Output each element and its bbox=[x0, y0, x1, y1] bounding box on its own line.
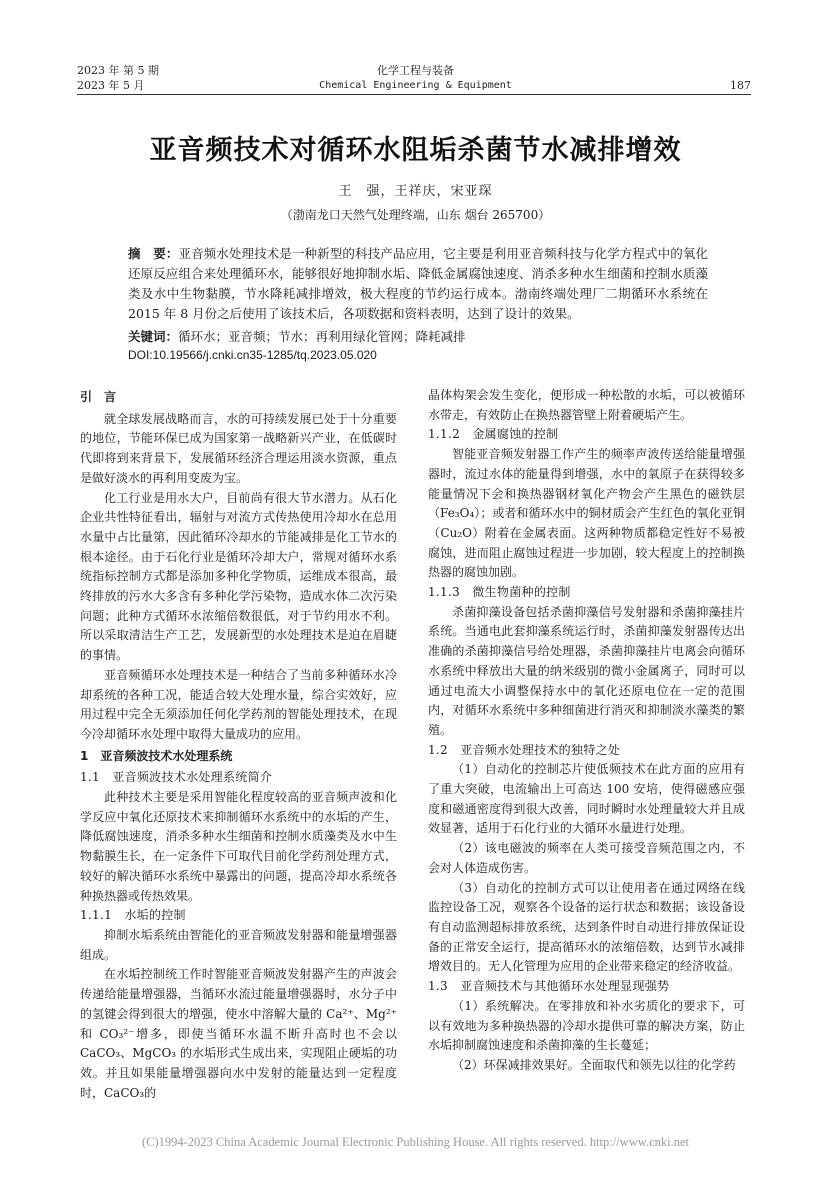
abstract-text: 亚音频水处理技术是一种新型的科技产品应用，它主要是利用亚音频科技与化学方程式中的氧化还原反应组合来处理循环水，能够很好地抑制水垢、降低金属腐蚀速度、消杀多种水生细菌和控制水质藻类及水中生物黏膜，节水降耗减排增效，极大程度的节约运行成本。渤南终端处理厂二期循环水系统在 2015 年 8 月份之后使用了该技术后，各项数据和资料表明，达到了设计的效果。 bbox=[128, 246, 708, 321]
paragraph: （2）该电磁波的频率在人类可接受音频范围之内，不会对人体造成伤害。 bbox=[428, 841, 745, 875]
paragraph: 杀菌抑藻设备包括杀菌抑藻信号发射器和杀菌抑藻挂片系统。当通电此套抑藻系统运行时，杀菌抑藻发射器传达出准确的杀菌抑藻信号给处理器，杀菌抑藻挂片电离会向循环水系统中释放出大量的纳米级别的微小金属离子，同时可以通过电流大小调整保持水中的氧化还原电位在一定的范围内，对循环水系统中多种细菌进行消灭和抑制淡水藻类的繁殖。 bbox=[428, 604, 745, 737]
paragraph: 化工行业是用水大户，目前尚有很大节水潜力。从石化企业共性特征看出，辐射与对流方式传热使用冷却水在总用水量中占比量第，因此循环冷却水的节能减排是化工节水的根本途径。由于石化行业是循环冷却大户，常规对循环水系统指标控制方式都是添加多种化学物质，运维成本很高，最终排放的污水大多含有多种化学污染物，造成水体二次污染问题；此种方式循环水浓缩倍数很低，对于节约用水不利。所以采取清洁生产工艺，发展新型的水处理技术是迫在眉睫的事情。 bbox=[80, 490, 397, 663]
subsubsection-heading: 1.1.1 水垢的控制 bbox=[80, 908, 186, 923]
article-authors: 王 强，王祥庆，宋亚琛 bbox=[338, 184, 493, 199]
keywords-label: 关键词： bbox=[128, 329, 179, 344]
article-title: 亚音频技术对循环水阻垢杀菌节水减排增效 bbox=[149, 135, 682, 166]
left-column bbox=[80, 386, 397, 1103]
subsubsection-heading: 1.1.2 金属腐蚀的控制 bbox=[428, 427, 559, 442]
paragraph: 抑制水垢系统由智能化的亚音频波发射器和能量增强器组成。 bbox=[80, 927, 397, 962]
paragraph: 亚音频循环水处理技术是一种结合了当前多种循环水冷却系统的各种工况，能适合较大处理水量，综合实效好，应用过程中完全无须添加任何化学药剂的智能处理技术，在现今冷却循环水处理中取得大量成功的应用。 bbox=[80, 667, 397, 741]
subsection-heading: 1.3 亚音频技术与其他循环水处理显现强势 bbox=[428, 979, 670, 994]
article-affiliation: （渤南龙口天然气处理终端，山东 烟台 265700） bbox=[280, 208, 551, 222]
keywords-text: 循环水；亚音频；节水；再利用绿化管网；降耗减排 bbox=[178, 329, 466, 344]
issue-line-1: 2023 年 第 5 期 bbox=[77, 64, 159, 77]
keywords bbox=[128, 327, 708, 347]
paragraph: 此种技术主要是采用智能化程度较高的亚音频声波和化学反应中氧化还原技术来抑制循环水系统中的水垢的产生，降低腐蚀速度，消杀多种水生细菌和控制水质藻类及水中生物黏膜生长，在一定条件下可取代目前化学药剂处理方式，较好的解决循环水系统中暴露出的问题，提高冷却水系统各种换热器或传热效果。 bbox=[80, 790, 397, 903]
header-rule bbox=[77, 94, 751, 95]
journal-name-cn: 化学工程与装备 bbox=[377, 64, 454, 77]
right-column bbox=[428, 386, 745, 1076]
abstract-label: 摘 要： bbox=[128, 246, 179, 261]
journal-name bbox=[0, 63, 831, 93]
paragraph: 在水垢控制统工作时智能亚音频波发射器产生的声波会传递给能量增强器，当循环水流过能量增强器时，水分子中的氢键会得到很大的增强，使水中溶解大量的 Ca²⁺、Mg²⁺ 和 CO₃²⁻增多，即使当循环水温不断升高时也不会以 CaCO₃、MgCO₃ 的水垢形式生成出来，实现阻止硬垢的功效。并且如果能量增强器向水中发射的能量达到一定程度时，CaCO₃的 bbox=[80, 967, 397, 1100]
intro-heading: 引 言 bbox=[80, 390, 117, 404]
subsection-heading: 1.1 亚音频波技术水处理系统简介 bbox=[80, 770, 273, 785]
abstract bbox=[128, 244, 708, 324]
doi: DOI:10.19566/j.cnki.cn35-1285/tq.2023.05.020 bbox=[128, 348, 377, 362]
issue-line-2: 2023 年 5 月 bbox=[77, 79, 145, 92]
paragraph: （1）自动化的控制芯片使低频技术在此方面的应用有了重大突破，电流输出上可高达 100 安培，使得磁感应强度和磁通密度得到很大改善，同时瞬时水处理量较大并且成效显著，适用于石化行业的大循环水量进行处理。 bbox=[428, 762, 745, 836]
subsubsection-heading: 1.1.3 微生物菌种的控制 bbox=[428, 585, 571, 600]
paragraph: （3）自动化的控制方式可以让使用者在通过网络在线监控设备工况，观察各个设备的运行状态和数据；该设备设有自动监测超标排放系统，达到条件时自动进行排放保证设备的正常安全运行，提高循环水的浓缩倍数，达到节水减排增效目的。无人化管理为应用的企业带来稳定的经济收益。 bbox=[428, 880, 745, 974]
copyright-footer: (C)1994-2023 China Academic Journal Electronic Publishing House. All rights reserved. http://www.cnki.net bbox=[141, 1135, 689, 1149]
page-number: 187 bbox=[730, 79, 751, 92]
paragraph: 智能亚音频发射器工作产生的频率声波传送给能量增强器时，流过水体的能量得到增强，水中的氧原子在获得较多能量情况下会和换热器钢材氧化产物会产生黑色的磁铁层（Fe₃O₄）；或者和循环水中的铜材质会产生红色的氧化亚铜（Cu₂O）附着在金属表面。这两种物质都稳定性好不易被腐蚀，进而阻止腐蚀过程进一步加剧，较大程度上的控制换热器的腐蚀加剧。 bbox=[428, 447, 745, 580]
paragraph: 就全球发展战略而言，水的可持续发展已处于十分重要的地位，节能环保已成为国家第一战略新兴产业，在低碳时代即将到来背景下，发展循环经济合理运用淡水资源，重点是做好淡水的再利用变废为宝。 bbox=[80, 411, 397, 485]
journal-name-en: Chemical Engineering & Equipment bbox=[319, 80, 512, 91]
paragraph: 晶体构架会发生变化，便形成一种松散的水垢，可以被循环水带走，有效防止在换热器管壁上附着硬垢产生。 bbox=[428, 388, 745, 422]
paragraph: （2）环保减排效果好。全面取代和领先以往的化学药 bbox=[452, 1057, 736, 1072]
section-heading: 1 亚音频波技术水处理系统 bbox=[80, 748, 233, 763]
subsection-heading: 1.2 亚音频水处理技术的独特之处 bbox=[428, 742, 621, 757]
paragraph: （1）系统解决。在零排放和补水劣质化的要求下，可以有效地为多种换热器的冷却水提供可靠的解决方案，防止水垢抑制腐蚀速度和杀菌抑藻的生长蔓延； bbox=[428, 998, 745, 1053]
